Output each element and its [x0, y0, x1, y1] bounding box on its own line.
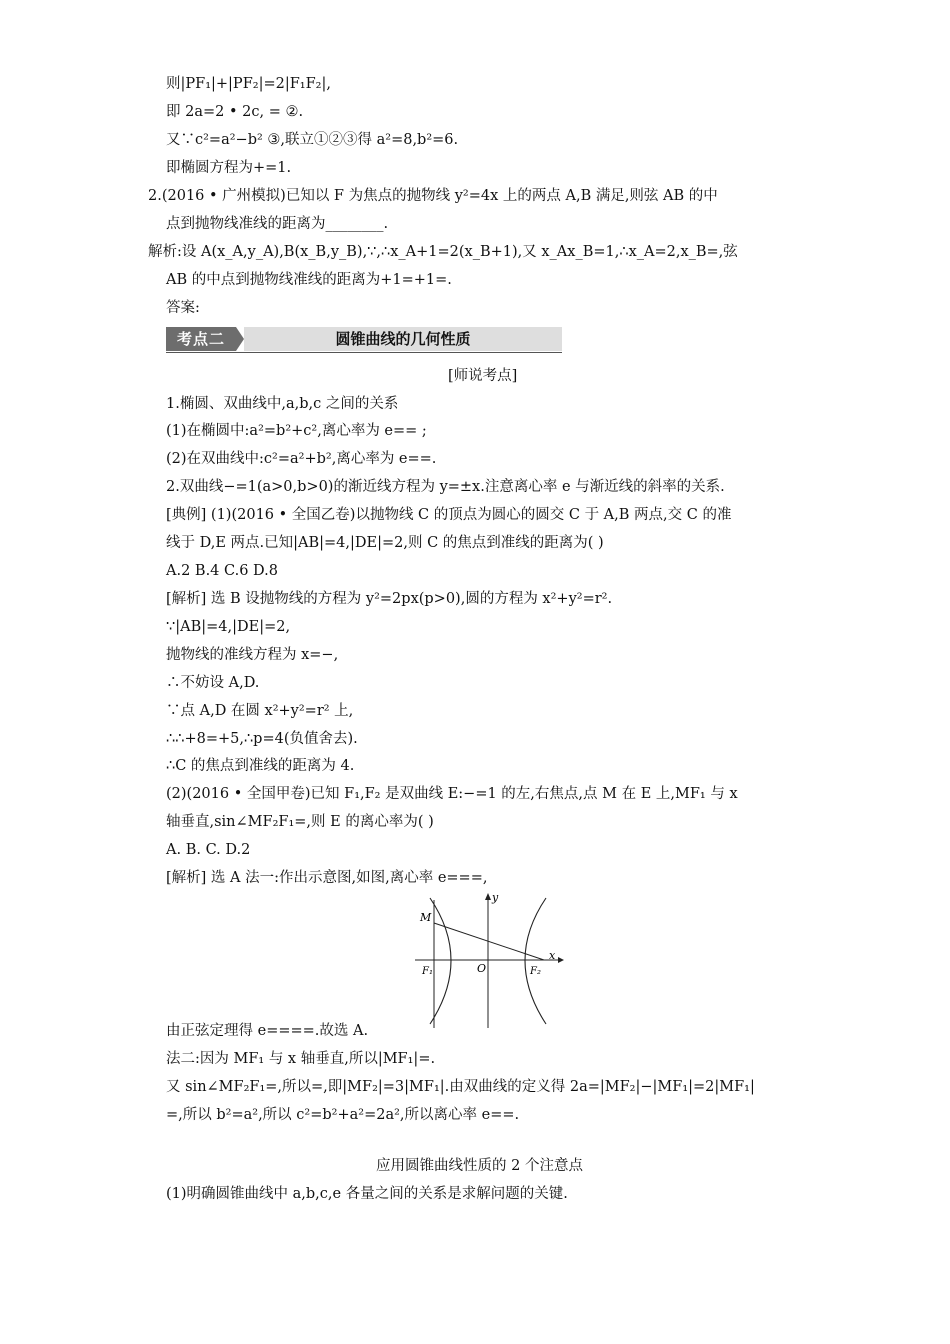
text-line: ∴C 的焦点到准线的距离为 4.: [166, 758, 355, 774]
y-axis-arrow: [485, 893, 491, 900]
text-line: (1)在椭圆中:a²=b²+c²,离心率为 e== ;: [166, 423, 427, 439]
text-line: A. B. C. D.2: [166, 842, 251, 858]
right-branch: [525, 898, 546, 1024]
m-label: M: [420, 911, 432, 924]
section-tag: 考点二: [166, 327, 236, 351]
text-line: 法二:因为 MF₁ 与 x 轴垂直,所以|MF₁|=.: [166, 1051, 436, 1067]
text-line: 又 sin∠MF₂F₁=,所以=,即|MF₂|=3|MF₁|.由双曲线的定义得 2a=|MF₂|−|MF₁|=2|MF₁|: [166, 1079, 755, 1095]
text-line: 轴垂直,sin∠MF₂F₁=,则 E 的离心率为( ): [166, 814, 434, 830]
section-title: 圆锥曲线的几何性质: [244, 327, 562, 351]
text-line: [解析] 选 A 法一:作出示意图,如图,离心率 e===,: [166, 870, 488, 886]
text-line: [典例] (1)(2016 • 全国乙卷)以抛物线 C 的顶点为圆心的圆交 C 于 A,B 两点,交 C 的准: [166, 507, 732, 523]
text-line: 2.(2016 • 广州模拟)已知以 F 为焦点的抛物线 y²=4x 上的两点 A,B 满足,则弦 AB 的中: [148, 188, 718, 204]
text-line: 即椭圆方程为+=1.: [166, 160, 292, 176]
text-line: 又∵c²=a²−b² ③,联立①②③得 a²=8,b²=6.: [166, 132, 459, 148]
text-line: (1)明确圆锥曲线中 a,b,c,e 各量之间的关系是求解问题的关键.: [166, 1186, 568, 1202]
text-line: 抛物线的准线方程为 x=−,: [166, 647, 339, 663]
f2-label: F₂: [530, 966, 541, 977]
text-line: 解析:设 A(x_A,y_A),B(x_B,y_B),∵,∴x_A+1=2(x_B+1),又 x_Ax_B=1,∴x_A=2,x_B=,弦: [148, 244, 738, 260]
text-line: =,所以 b²=a²,所以 c²=b²+a²=2a²,所以离心率 e==.: [166, 1107, 520, 1123]
text-line: A.2 B.4 C.6 D.8: [166, 563, 278, 579]
text-line: ∴不妨设 A,D.: [166, 675, 260, 691]
text-line: 线于 D,E 两点.已知|AB|=4,|DE|=2,则 C 的焦点到准线的距离为( ): [166, 535, 604, 551]
text-line: (2)(2016 • 全国甲卷)已知 F₁,F₂ 是双曲线 E:−=1 的左,右焦点,点 M 在 E 上,MF₁ 与 x: [166, 786, 738, 802]
x-label: x: [549, 949, 556, 962]
f1-label: F₁: [422, 966, 433, 977]
left-branch: [430, 898, 451, 1024]
notes-title: 应用圆锥曲线性质的 2 个注意点: [376, 1158, 583, 1174]
o-label: O: [477, 962, 487, 975]
section-rule: [166, 352, 562, 353]
text-line: 即 2a=2 • 2c, = ②.: [166, 104, 304, 120]
text-line: AB 的中点到抛物线准线的距离为+1=+1=.: [166, 272, 452, 288]
teacher-label: [师说考点]: [448, 368, 518, 384]
text-line: 答案:: [166, 300, 200, 316]
text-line: (2)在双曲线中:c²=a²+b²,离心率为 e==.: [166, 451, 437, 467]
text-line: 点到抛物线准线的距离为________.: [166, 216, 389, 232]
y-label: y: [492, 891, 499, 904]
text-line: ∴∴+8=+5,∴p=4(负值舍去).: [166, 731, 358, 747]
text-line: 由正弦定理得 e====.故选 A.: [166, 1023, 369, 1039]
x-axis-arrow: [558, 957, 564, 963]
text-line: 则|PF₁|+|PF₂|=2|F₁F₂|,: [166, 76, 331, 92]
text-line: 1.椭圆、双曲线中,a,b,c 之间的关系: [166, 396, 399, 412]
text-line: 2.双曲线−=1(a>0,b>0)的渐近线方程为 y=±x.注意离心率 e 与渐近线的斜率的关系.: [166, 479, 725, 495]
section-banner: [166, 327, 562, 351]
hyperbola-figure: [410, 890, 565, 1030]
text-line: ∵|AB|=4,|DE|=2,: [166, 619, 291, 635]
text-line: [解析] 选 B 设抛物线的方程为 y²=2px(p>0),圆的方程为 x²+y²=r².: [166, 591, 613, 607]
text-line: ∵点 A,D 在圆 x²+y²=r² 上,: [166, 703, 354, 719]
